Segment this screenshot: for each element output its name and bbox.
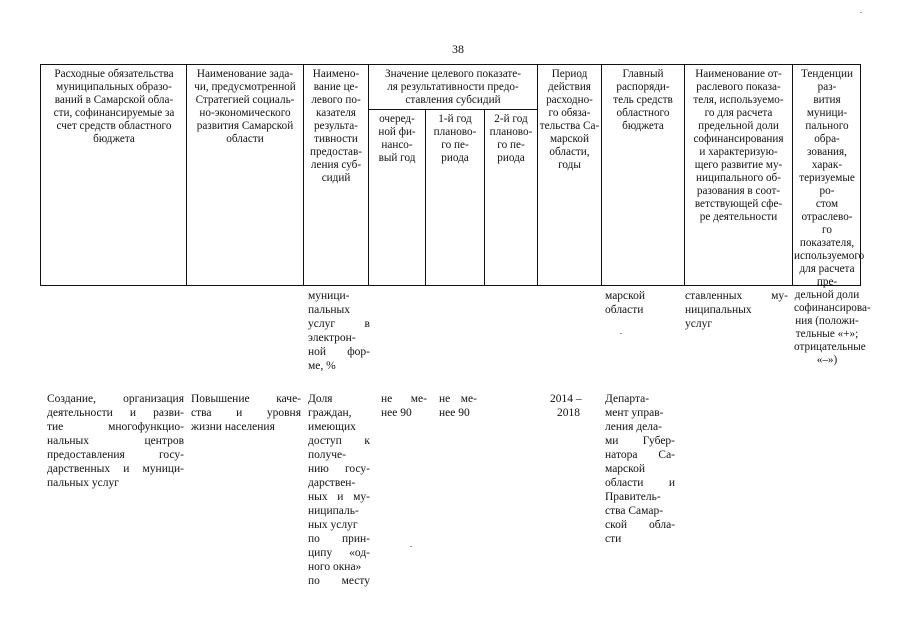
header-administrator: Главный распоряди- тель средств областного бюджета (613, 68, 673, 132)
header-sector-indicator: Наименование от- раслевого показа- теля, используемо- го для расчета предельной доли софинансирования и характеризую- щего развитие му- ниципального об- разования в соот- ветствующей сфе- ре деятельности (693, 68, 784, 223)
cell-line: услуг (685, 318, 713, 330)
cell-line: не ме- (381, 393, 427, 405)
header-task: Наименование зада- чи, предусмотренной Стратегией социаль- но-экономического развития Самарской области (194, 68, 296, 145)
cell-line: нее 90 (381, 407, 412, 419)
cell-line: дарственных и муници- (47, 463, 184, 475)
cell-line: ных услуг (308, 519, 358, 531)
cell-line: ме, % (308, 360, 336, 372)
page-number: 38 (452, 42, 464, 56)
cell-line: тие многофункцио- (47, 421, 184, 433)
cell-line: ми Губер- (605, 435, 675, 447)
cell-line: услуг в (308, 318, 370, 330)
cell-line: сти (605, 533, 622, 545)
header-indicator: Наимено- вание це- левого по- казателя результа- тивности предостав- ления суб- сидий (310, 68, 362, 184)
cell-line: деятельности и разви- (47, 407, 184, 419)
cell-line: имеющих (308, 421, 356, 433)
cell-line: ставленных му- (685, 290, 788, 302)
header-period: Период действия расходно- го обяза- тельства Са- марской области, годы (539, 68, 600, 171)
cell-line: дарствен- (308, 477, 356, 489)
cell-line: электрон- (308, 332, 356, 344)
cell-line: марской (605, 290, 646, 302)
cell-line: доступ к (308, 435, 370, 447)
cell-line: по прин- (308, 533, 370, 545)
cell-line: по месту (308, 575, 370, 587)
cell-line: нальных центров (47, 435, 184, 447)
cell-line: ной фор- (308, 346, 370, 358)
cell-line: не ме- (439, 393, 477, 405)
header-obligations: Расходные обязательства муниципальных образо- ваний в Самарской обла- сти, софинансируемые за счет средств областного бюджета (53, 68, 175, 145)
cell-line: Правитель- (605, 491, 661, 503)
cell-line: пальных (308, 304, 350, 316)
cell-line: Департа- (605, 393, 650, 405)
cell-line: ства и уровня (191, 407, 301, 419)
header-plan-year-1: 1-й год планово- го пе- риода (433, 113, 477, 164)
cell-line: ства Самар- (605, 505, 664, 517)
scan-speck (410, 546, 412, 547)
cell-line: граждан, (308, 407, 352, 419)
cell-line: нее 90 (439, 407, 470, 419)
cell-line: Доля (308, 393, 333, 405)
header-trends: Тенденции раз- вития муници- пального обра- зования, харак- теризуемые ро- стом отраслево- го показателя, используемого для расчета пре- дельной доли софинансирова- ния (положи- тельные «+»; отрицательные «–») (794, 68, 871, 366)
cell-line: ных и му- (308, 491, 370, 503)
cell-line: жизни населения (191, 421, 275, 433)
cell-line: ного окна» (308, 561, 362, 573)
cell-line: области (605, 304, 644, 316)
cell-line: ниципальных (685, 304, 752, 316)
cell-line: пальных услуг (47, 477, 119, 489)
cell-line: натора Са- (605, 449, 675, 461)
header-plan-year-2: 2-й год планово- го пе- риода (489, 113, 533, 164)
cell-line: ления дела- (605, 421, 662, 433)
cell-line: получе- (308, 449, 346, 461)
cell-line: мент управ- (605, 407, 664, 419)
header-target-value-group: Значение целевого показате- ля результативности предо- ставления субсидий (385, 68, 521, 106)
cell-line: предоставления госу- (47, 449, 184, 461)
header-current-year: очеред- ной фи- нансо- вый год (378, 113, 416, 164)
cell-line: муници- (308, 290, 350, 302)
cell-line: ниципаль- (308, 505, 359, 517)
cell-line: 2018 (557, 407, 580, 419)
scan-speck (620, 333, 622, 334)
cell-line: марской (605, 463, 646, 475)
cell-line: 2014 – (550, 393, 582, 405)
cell-line: ципу «од- (308, 547, 370, 559)
cell-line: Создание, организация (47, 393, 184, 405)
cell-line: ской обла- (605, 519, 675, 531)
scan-speck (860, 12, 862, 13)
cell-line: нию госу- (308, 463, 370, 475)
cell-line: Повышение каче- (191, 393, 301, 405)
cell-line: области и (605, 477, 675, 489)
